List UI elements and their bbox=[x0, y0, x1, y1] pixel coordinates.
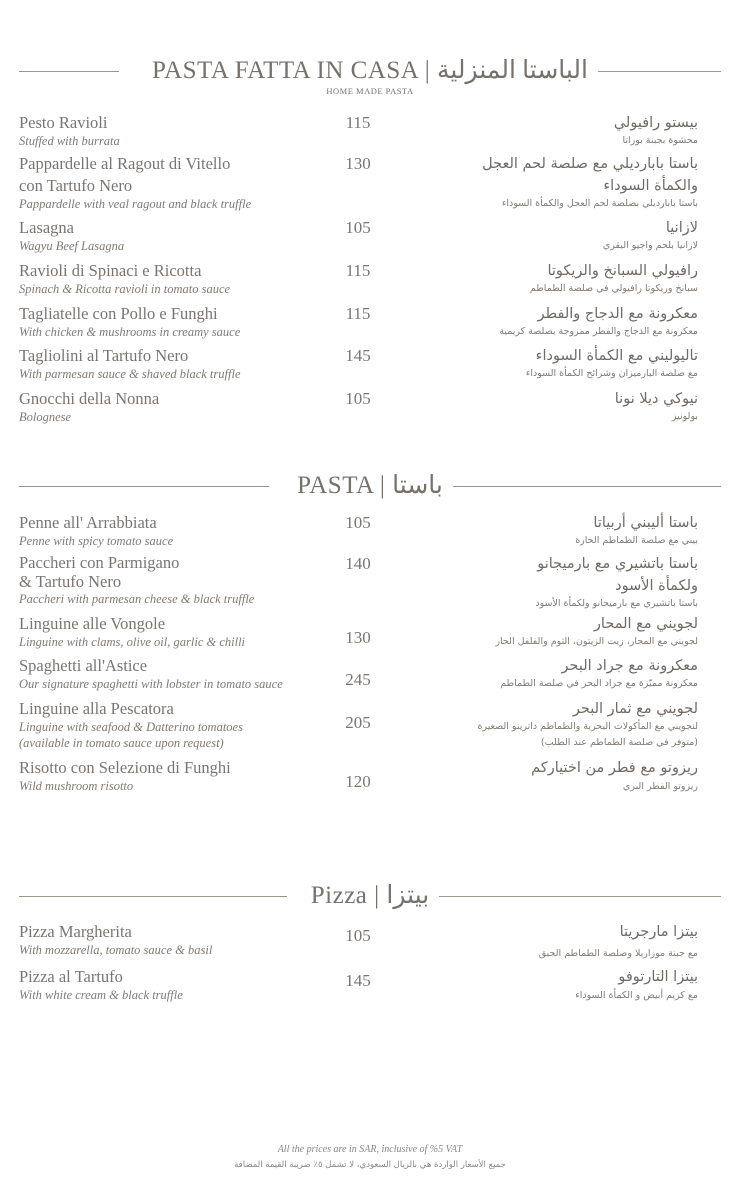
item-price: 115 bbox=[345, 113, 371, 132]
item-name-arabic: معكرونة مع جراد البحر bbox=[561, 658, 698, 674]
item-description-arabic: سبانخ وريكوتا رافيولي في صلصة الطماطم bbox=[529, 283, 698, 294]
item-name: Pesto Ravioli bbox=[19, 113, 108, 132]
item-price: 145 bbox=[345, 971, 371, 990]
item-name-arabic: نيوكي ديلا نونا bbox=[614, 391, 698, 407]
item-description-arabic: باستا باتشيري مع بارميجانو ولكمأة الأسود bbox=[535, 598, 698, 609]
item-price: 245 bbox=[345, 670, 371, 689]
item-description: With chicken & mushrooms in creamy sauce bbox=[19, 325, 241, 339]
item-description: With mozzarella, tomato sauce & basil bbox=[19, 943, 213, 957]
item-name-arabic: بيتزا مارجريتا bbox=[619, 924, 698, 940]
item-name-arabic: بيستو رافيولي bbox=[613, 115, 698, 131]
item-description: Linguine with seafood & Datterino tomatoes (available in tomato sauce upon request) bbox=[19, 720, 243, 750]
vat-note: All the prices are in SAR, inclusive of %5 VAT bbox=[277, 1144, 463, 1155]
item-description-arabic: ريزوتو الفطر البري bbox=[622, 781, 698, 792]
item-description-arabic: لنجويني مع المأكولات البحرية والطماطم داترينو الصغيرة (متوفر في صلصة الطماطم عند الطلب) bbox=[477, 721, 698, 748]
item-description-arabic: معكرونة مع الدجاج والفطر ممزوجة بصلصة كريمية bbox=[499, 326, 698, 337]
section-title: PASTA FATTA IN CASA | الباستا المنزلية bbox=[142, 57, 598, 84]
item-description-arabic: بيني مع صلصة الطماطم الحارة bbox=[575, 535, 698, 546]
item-name-arabic: ريزوتو مع فطر من اختياركم bbox=[531, 760, 698, 776]
item-price: 120 bbox=[345, 772, 371, 791]
item-description: Penne with spicy tomato sauce bbox=[19, 534, 174, 548]
item-name: Spaghetti all'Astice bbox=[19, 656, 148, 675]
item-description-arabic: لازانيا بلحم واجيو البقري bbox=[602, 240, 698, 251]
item-name: Pappardelle al Ragout di Vitello con Tartufo Nero bbox=[19, 154, 231, 195]
vat-note-arabic: جميع الأسعار الواردة هي بالريال السعودي، لا تشمل ٥٪ ضريبة القيمة المضافة bbox=[234, 1160, 506, 1170]
item-price: 145 bbox=[345, 346, 371, 365]
item-name-arabic: بيتزا التارتوفو bbox=[618, 969, 698, 985]
item-description-arabic: معكرونة مميّزة مع جراد البحر في صلصة الطماطم bbox=[500, 678, 698, 689]
item-description: Paccheri with parmesan cheese & black truffle bbox=[19, 592, 255, 606]
item-price: 105 bbox=[345, 513, 371, 532]
item-price: 205 bbox=[345, 713, 371, 732]
item-name: Penne all' Arrabbiata bbox=[19, 513, 157, 532]
item-description: Linguine with clams, olive oil, garlic & chilli bbox=[19, 635, 246, 649]
item-name-arabic: باستا باتشيري مع بارميجانو ولكمأة الأسود bbox=[537, 556, 698, 594]
item-description: Stuffed with burrata bbox=[19, 134, 120, 148]
item-description: Bolognese bbox=[19, 410, 72, 424]
item-name: Risotto con Selezione di Funghi bbox=[19, 758, 231, 777]
item-description-arabic: مع جبنة موزاريلا وصلصة الطماطم الحبق bbox=[538, 948, 698, 959]
item-name: Pizza Margherita bbox=[19, 922, 132, 941]
item-description: Wild mushroom risotto bbox=[19, 779, 134, 793]
item-description: Our signature spaghetti with lobster in tomato sauce bbox=[19, 677, 283, 691]
item-name: Linguine alla Pescatora bbox=[19, 699, 174, 718]
item-name-arabic: معكرونة مع الدجاج والفطر bbox=[537, 306, 698, 322]
item-name-arabic: لجويني مع المحار bbox=[593, 616, 698, 632]
item-description: With white cream & black truffle bbox=[19, 988, 183, 1002]
item-name-arabic: تاليوليني مع الكمأة السوداء bbox=[535, 348, 698, 364]
item-price: 130 bbox=[345, 154, 371, 173]
item-description-arabic: مع صلصة البارميزان وشرائح الكمأة السوداء bbox=[525, 368, 698, 379]
item-name-arabic: لازانيا bbox=[665, 220, 698, 236]
item-name: Tagliolini al Tartufo Nero bbox=[19, 346, 189, 365]
price-note bbox=[0, 1143, 740, 1173]
item-name: Pizza al Tartufo bbox=[19, 967, 123, 986]
item-name: Tagliatelle con Pollo e Funghi bbox=[19, 304, 218, 323]
item-price: 105 bbox=[345, 926, 371, 945]
item-description-arabic: بولونيز bbox=[671, 411, 698, 422]
item-name-arabic: باستا أليبني أربياتا bbox=[593, 515, 698, 531]
item-description-arabic: باستا باباردیلي بصلصة لحم العجل والكمأة السوداء bbox=[501, 198, 698, 209]
item-description-arabic: لجويني مع المحار، زيت الزيتون، الثوم والفلفل الحار bbox=[495, 636, 698, 647]
item-price: 105 bbox=[345, 389, 371, 408]
item-price: 105 bbox=[345, 218, 371, 237]
item-description: With parmesan sauce & shaved black truffle bbox=[19, 367, 241, 381]
item-name: Paccheri con Parmigano & Tartufo Nero bbox=[19, 553, 180, 591]
item-name: Gnocchi della Nonna bbox=[19, 389, 160, 408]
item-name-arabic: رافيولي السبانخ والريكوتا bbox=[547, 263, 698, 279]
item-description: Wagyu Beef Lasagna bbox=[19, 239, 125, 253]
item-price: 130 bbox=[345, 628, 371, 647]
item-name: Ravioli di Spinaci e Ricotta bbox=[19, 261, 202, 280]
item-price: 115 bbox=[345, 261, 371, 280]
item-description-arabic: مع كريم أبيض و الكمأة السوداء bbox=[575, 990, 698, 1001]
section-title: PASTA | باستا bbox=[287, 472, 453, 499]
item-description-arabic: محشوة بجبنة بوراتا bbox=[622, 135, 698, 146]
item-price: 140 bbox=[345, 554, 371, 573]
item-name: Lasagna bbox=[19, 218, 74, 237]
item-description: Spinach & Ricotta ravioli in tomato sauce bbox=[19, 282, 231, 296]
item-price: 115 bbox=[345, 304, 371, 323]
item-name: Linguine alle Vongole bbox=[19, 614, 166, 633]
section-title: Pizza | بيتزا bbox=[301, 882, 439, 909]
section-subtitle: HOME MADE PASTA bbox=[326, 86, 414, 96]
item-name-arabic: باستا باباردیلي مع صلصة لحم العجل والكمأة السوداء bbox=[482, 156, 698, 194]
item-description: Pappardelle with veal ragout and black truffle bbox=[19, 197, 252, 211]
item-name-arabic: لجويني مع ثمار البحر bbox=[572, 701, 698, 717]
